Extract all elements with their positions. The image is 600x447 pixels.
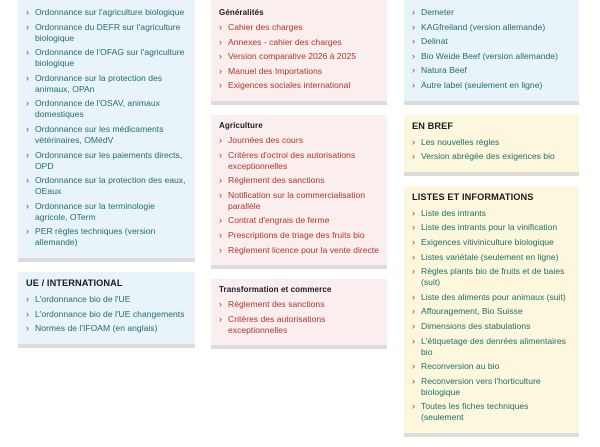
document-link[interactable] bbox=[412, 208, 572, 219]
document-link-label[interactable]: Reconversion vers l'horticulture biologique bbox=[421, 375, 541, 397]
document-link[interactable] bbox=[26, 323, 188, 334]
document-link[interactable] bbox=[219, 150, 380, 172]
document-link[interactable] bbox=[219, 230, 380, 241]
swiss-ordinances-list bbox=[26, 7, 188, 248]
chevron-right-icon: › bbox=[219, 80, 222, 91]
en-bref-box bbox=[404, 115, 579, 176]
document-link-label[interactable]: Autre label (seulement en ligne) bbox=[421, 79, 543, 90]
chevron-right-icon: › bbox=[26, 149, 29, 160]
document-link-label[interactable]: Natura Beef bbox=[421, 65, 467, 76]
chevron-right-icon: › bbox=[412, 291, 415, 302]
chevron-right-icon: › bbox=[412, 306, 415, 317]
agriculture-heading: Agriculture bbox=[219, 120, 263, 130]
eu-international-box bbox=[18, 272, 195, 348]
chevron-right-icon: › bbox=[26, 323, 29, 334]
document-link-label[interactable]: PER règles techniques (version allemande) bbox=[35, 226, 156, 248]
document-link[interactable] bbox=[26, 7, 188, 18]
generalites-box bbox=[211, 0, 387, 105]
chevron-right-icon: › bbox=[412, 50, 415, 61]
labels-box bbox=[404, 0, 579, 105]
document-link[interactable] bbox=[26, 150, 188, 172]
document-link-label[interactable]: Règlement des sanctions bbox=[228, 299, 325, 310]
chevron-right-icon: › bbox=[26, 47, 29, 58]
transformation-box bbox=[211, 279, 387, 349]
document-link[interactable] bbox=[412, 65, 572, 76]
chevron-right-icon: › bbox=[412, 136, 415, 147]
document-link[interactable] bbox=[219, 175, 380, 186]
document-link[interactable] bbox=[412, 36, 572, 47]
document-link[interactable] bbox=[219, 245, 380, 256]
chevron-right-icon: › bbox=[412, 236, 415, 247]
document-link-label[interactable]: L'étiquetage des denrées alimentaires bio bbox=[421, 335, 566, 357]
document-link-label[interactable]: Ordonnance du DEFR sur l'agriculture biologique bbox=[35, 21, 181, 43]
column-left bbox=[18, 0, 195, 358]
eu-international-heading: UE / INTERNATIONAL bbox=[26, 277, 123, 288]
document-link-label[interactable]: Liste des intrants pour la vinification bbox=[421, 222, 558, 233]
document-link-label[interactable]: Manuel des Importations bbox=[228, 65, 323, 76]
document-link[interactable] bbox=[412, 151, 572, 162]
document-link[interactable] bbox=[412, 336, 572, 358]
document-link[interactable] bbox=[412, 321, 572, 332]
document-link[interactable] bbox=[26, 22, 188, 44]
chevron-right-icon: › bbox=[412, 151, 415, 162]
en-bref-heading: EN BREF bbox=[412, 120, 454, 131]
document-link-label[interactable]: Ordonnance sur la protection des eaux, OEaux bbox=[35, 175, 186, 197]
listes-informations-list bbox=[412, 208, 572, 424]
document-link[interactable] bbox=[219, 51, 380, 62]
chevron-right-icon: › bbox=[26, 200, 29, 211]
document-link-label[interactable]: L'ordonnance bio de l'UE changements bbox=[35, 308, 185, 319]
listes-informations-heading: LISTES ET INFORMATIONS bbox=[412, 191, 534, 202]
document-link[interactable] bbox=[26, 73, 188, 95]
document-link[interactable] bbox=[26, 226, 188, 248]
document-link-label[interactable]: Dimensions des stabulations bbox=[421, 320, 531, 331]
chevron-right-icon: › bbox=[26, 226, 29, 237]
swiss-ordinances-box bbox=[18, 0, 195, 262]
document-link-label[interactable]: Version abrégée des exigences bio bbox=[421, 151, 555, 162]
document-link-label[interactable]: Affouragement, Bio Suisse bbox=[421, 306, 523, 317]
chevron-right-icon: › bbox=[412, 375, 415, 386]
chevron-right-icon: › bbox=[219, 299, 222, 310]
document-link-label[interactable]: Les nouvelles règles bbox=[421, 136, 500, 147]
agriculture-box bbox=[211, 115, 387, 269]
chevron-right-icon: › bbox=[26, 308, 29, 319]
eu-international-list bbox=[26, 294, 188, 334]
chevron-right-icon: › bbox=[412, 251, 415, 262]
chevron-right-icon: › bbox=[412, 266, 415, 277]
document-link-label[interactable]: Toutes les fiches techniques (seulement bbox=[421, 401, 529, 423]
chevron-right-icon: › bbox=[219, 65, 222, 76]
document-link-label[interactable]: Delinat bbox=[421, 36, 448, 47]
document-link[interactable] bbox=[219, 314, 380, 336]
document-link-label[interactable]: Contrat d'engrais de ferme bbox=[228, 215, 330, 226]
document-link[interactable] bbox=[412, 7, 572, 18]
document-link[interactable] bbox=[412, 292, 572, 303]
listes-informations-box bbox=[404, 186, 579, 437]
generalites-list bbox=[219, 22, 380, 91]
chevron-right-icon: › bbox=[26, 293, 29, 304]
document-link[interactable] bbox=[412, 22, 572, 33]
chevron-right-icon: › bbox=[26, 72, 29, 83]
document-link[interactable] bbox=[26, 98, 188, 120]
chevron-right-icon: › bbox=[412, 222, 415, 233]
document-link[interactable] bbox=[26, 294, 188, 305]
document-link[interactable] bbox=[412, 80, 572, 91]
document-link-label[interactable]: Exigences vitiviniculture biologique bbox=[421, 236, 554, 247]
document-link[interactable] bbox=[412, 137, 572, 148]
chevron-right-icon: › bbox=[219, 175, 222, 186]
chevron-right-icon: › bbox=[26, 7, 29, 17]
chevron-right-icon: › bbox=[412, 401, 415, 412]
document-link-label[interactable]: Listes variétale (seulement en ligne) bbox=[421, 251, 559, 262]
document-link[interactable] bbox=[26, 309, 188, 320]
document-link[interactable] bbox=[219, 80, 380, 91]
document-link[interactable] bbox=[412, 222, 572, 233]
document-link[interactable] bbox=[26, 124, 188, 146]
document-link[interactable] bbox=[219, 215, 380, 226]
chevron-right-icon: › bbox=[412, 7, 415, 17]
document-link-label[interactable]: Critères d'octroi des autorisations exceptionnelles bbox=[228, 149, 356, 171]
document-link-label[interactable]: Ordonnance sur les médicaments vétérinaires, OMédV bbox=[35, 123, 164, 145]
labels-list bbox=[412, 7, 572, 91]
document-link-label[interactable]: Ordonnance de l'OSAV, animaux domestiques bbox=[35, 98, 160, 120]
chevron-right-icon: › bbox=[219, 51, 222, 62]
document-link-label[interactable]: L'ordonnance bio de l'UE bbox=[35, 293, 131, 304]
chevron-right-icon: › bbox=[26, 21, 29, 32]
chevron-right-icon: › bbox=[26, 175, 29, 186]
document-link-label[interactable]: Liste des aliments pour animaux (suit) bbox=[421, 291, 566, 302]
chevron-right-icon: › bbox=[219, 313, 222, 324]
chevron-right-icon: › bbox=[219, 229, 222, 240]
chevron-right-icon: › bbox=[412, 65, 415, 76]
document-link-label[interactable]: Exigences sociales international bbox=[228, 80, 351, 91]
document-link-label[interactable]: Demeter bbox=[421, 7, 454, 17]
en-bref-list bbox=[412, 137, 572, 163]
chevron-right-icon: › bbox=[219, 36, 222, 47]
document-link-label[interactable]: Notification sur la commercialisation parallèle bbox=[228, 189, 366, 211]
document-link-label[interactable]: Bio Weide Beef (version allemande) bbox=[421, 50, 558, 61]
document-link-label[interactable]: Règlement des sanctions bbox=[228, 175, 325, 186]
chevron-right-icon: › bbox=[412, 79, 415, 90]
column-middle bbox=[211, 0, 387, 359]
document-link[interactable] bbox=[219, 66, 380, 77]
chevron-right-icon: › bbox=[219, 22, 222, 32]
document-link-label[interactable]: Règles plants bio de fruits et de baies (suit) bbox=[421, 266, 565, 288]
chevron-right-icon: › bbox=[219, 149, 222, 160]
chevron-right-icon: › bbox=[26, 123, 29, 134]
chevron-right-icon: › bbox=[219, 134, 222, 145]
document-link-label[interactable]: Règlement licence pour la vente directe bbox=[228, 244, 379, 255]
document-link[interactable] bbox=[26, 201, 188, 223]
document-link[interactable] bbox=[219, 37, 380, 48]
transformation-heading: Transformation et commerce bbox=[219, 285, 332, 295]
document-link-label[interactable]: KAGfreiland (version allemande) bbox=[421, 21, 546, 32]
document-link[interactable] bbox=[219, 135, 380, 146]
document-link-label[interactable]: Version comparative 2026 à 2025 bbox=[228, 51, 357, 62]
document-link[interactable] bbox=[412, 376, 572, 398]
document-link[interactable] bbox=[412, 51, 572, 62]
document-link-label[interactable]: Prescriptions de triage des fruits bio bbox=[228, 229, 365, 240]
chevron-right-icon: › bbox=[412, 361, 415, 372]
document-link[interactable] bbox=[26, 175, 188, 197]
document-link-label[interactable]: Ordonnance sur l'agriculture biologique bbox=[35, 7, 185, 17]
chevron-right-icon: › bbox=[412, 320, 415, 331]
chevron-right-icon: › bbox=[219, 244, 222, 255]
document-link-label[interactable]: Reconversion au bio bbox=[421, 361, 500, 372]
agriculture-list bbox=[219, 135, 380, 256]
column-right bbox=[404, 0, 579, 447]
chevron-right-icon: › bbox=[412, 207, 415, 218]
document-link-label[interactable]: Journées des cours bbox=[228, 134, 303, 145]
document-link[interactable] bbox=[412, 252, 572, 263]
document-link[interactable] bbox=[412, 401, 572, 423]
chevron-right-icon: › bbox=[412, 21, 415, 32]
document-link[interactable] bbox=[412, 266, 572, 288]
chevron-right-icon: › bbox=[26, 98, 29, 109]
document-link-label[interactable]: Ordonnance sur les paiements directs, OPD bbox=[35, 149, 183, 171]
document-link-label[interactable]: Ordonnance sur la protection des animaux, OPAn bbox=[35, 72, 163, 94]
document-link-label[interactable]: Cahier des charges bbox=[228, 22, 303, 32]
generalites-heading: Généralités bbox=[219, 8, 264, 17]
document-link[interactable] bbox=[412, 361, 572, 372]
document-link-label[interactable]: Ordonnance sur la terminologie agricole, OTerm bbox=[35, 200, 155, 222]
document-link-label[interactable]: Liste des intrants bbox=[421, 207, 486, 218]
document-link-label[interactable]: Ordonnance de l'OFAG sur l'agriculture biologique bbox=[35, 47, 185, 69]
document-link[interactable] bbox=[412, 237, 572, 248]
document-link-label[interactable]: Annexes - cahier des charges bbox=[228, 36, 342, 47]
document-link[interactable] bbox=[219, 299, 380, 310]
document-link[interactable] bbox=[219, 22, 380, 33]
transformation-list bbox=[219, 299, 380, 336]
chevron-right-icon: › bbox=[219, 215, 222, 226]
document-link[interactable] bbox=[219, 190, 380, 212]
chevron-right-icon: › bbox=[412, 335, 415, 346]
document-link[interactable] bbox=[412, 306, 572, 317]
chevron-right-icon: › bbox=[219, 189, 222, 200]
chevron-right-icon: › bbox=[412, 36, 415, 47]
document-link-label[interactable]: Normes de l'IFOAM (en anglais) bbox=[35, 323, 158, 334]
document-link-label[interactable]: Critères des autorisations exceptionnelles bbox=[228, 313, 326, 335]
document-link[interactable] bbox=[26, 47, 188, 69]
